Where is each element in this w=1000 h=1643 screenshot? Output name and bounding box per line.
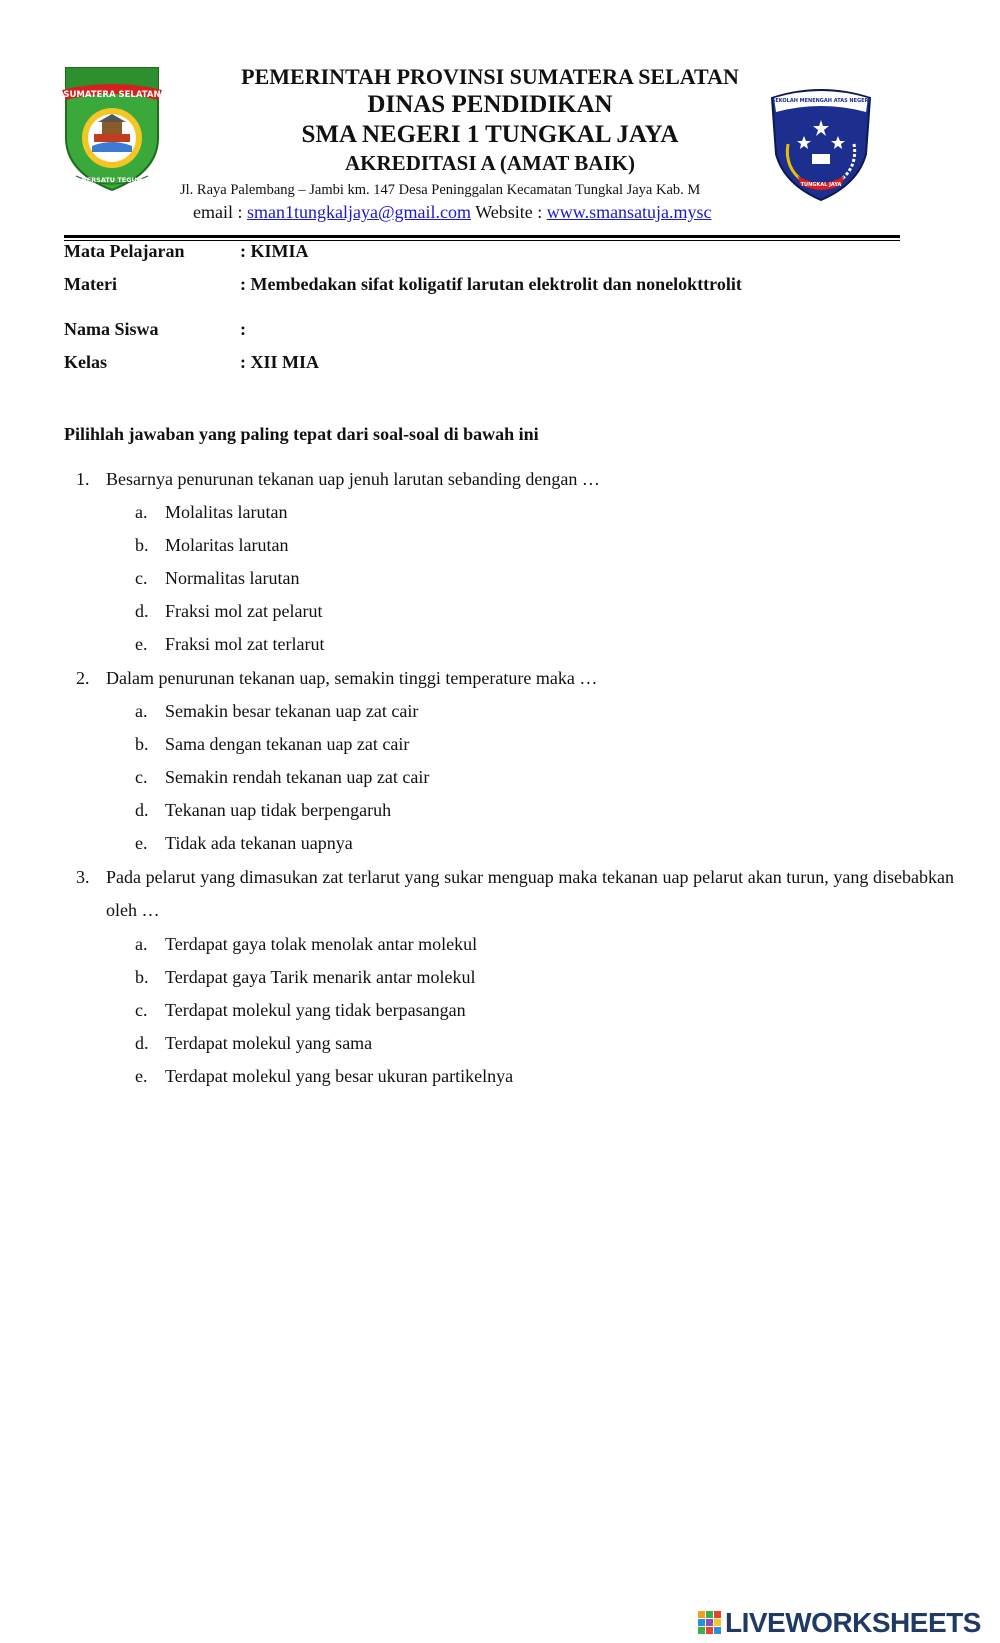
option-text: Terdapat gaya Tarik menarik antar molekul [165,967,476,987]
option-letter: e. [135,634,148,654]
option-text: Tekanan uap tidak berpengaruh [165,800,392,820]
option-text: Semakin rendah tekanan uap zat cair [165,767,430,787]
option-letter: b. [135,967,149,987]
email-link[interactable]: sman1tungkaljaya@gmail.com [246,202,472,222]
option-letter: c. [135,767,148,787]
sumatera-selatan-logo [58,60,166,194]
option-text: Terdapat molekul yang besar ukuran partikelnya [165,1066,514,1086]
header-school-name: SMA NEGERI 1 TUNGKAL JAYA [301,121,679,148]
header-government: PEMERINTAH PROVINSI SUMATERA SELATAN [241,64,739,89]
email-label: email : [193,202,247,222]
brand-name: LIVEWORKSHEETS [725,1607,981,1638]
option-letter: c. [135,1000,148,1020]
svg-text:TUNGKAL JAYA: TUNGKAL JAYA [800,182,842,188]
option-letter: b. [135,535,149,555]
label-class: Kelas [64,352,107,372]
label-topic: Materi [64,274,117,294]
header-divider-thick [64,235,900,238]
option-letter: a. [135,502,148,522]
option-text: Semakin besar tekanan uap zat cair [165,701,419,721]
option-text: Fraksi mol zat pelarut [165,601,323,621]
question-text: Pada pelarut yang dimasukan zat terlarut yang sukar menguap maka tekanan uap pelarut akan turun, yang disebabkan oleh … [106,867,954,920]
question-text: Besarnya penurunan tekanan uap jenuh larutan sebanding dengan … [106,469,600,489]
option-letter: d. [135,601,149,621]
header-department: DINAS PENDIDIKAN [367,91,613,118]
option-text: Normalitas larutan [165,568,300,588]
header-contact [193,202,755,223]
header-accreditation: AKREDITASI A (AMAT BAIK) [345,151,635,175]
instruction: Pilihlah jawaban yang paling tepat dari soal-soal di bawah ini [64,424,539,444]
question-text: Dalam penurunan tekanan uap, semakin tinggi temperature maka … [106,668,598,688]
label-subject: Mata Pelajaran [64,241,185,261]
label-student-name: Nama Siswa [64,319,159,339]
svg-text:SUMATERA SELATAN: SUMATERA SELATAN [63,90,161,100]
website-link[interactable]: www.smansatuja.mysc [546,202,712,222]
svg-text:BERSATU TEGUH: BERSATU TEGUH [81,176,143,184]
value-subject: : KIMIA [240,241,309,261]
question-number: 1. [76,469,90,489]
option-letter: a. [135,701,148,721]
question-number: 3. [76,867,90,887]
header-divider-thin [64,240,900,241]
option-letter: b. [135,734,149,754]
option-letter: d. [135,1033,149,1053]
option-letter: c. [135,568,148,588]
option-text: Tidak ada tekanan uapnya [165,833,353,853]
question-number: 2. [76,668,90,688]
option-text: Sama dengan tekanan uap zat cair [165,734,410,754]
option-text: Terdapat molekul yang tidak berpasangan [165,1000,466,1020]
option-text: Terdapat gaya tolak menolak antar molekul [165,934,478,954]
option-text: Terdapat molekul yang sama [165,1033,373,1053]
value-student-name: : [240,319,246,339]
value-class: : XII MIA [240,352,319,372]
option-letter: e. [135,1066,148,1086]
svg-text:SEKOLAH MENENGAH ATAS NEGERI: SEKOLAH MENENGAH ATAS NEGERI [771,98,871,104]
option-letter: d. [135,800,149,820]
option-text: Molaritas larutan [165,535,289,555]
option-letter: e. [135,833,148,853]
value-topic: : Membedakan sifat koligatif larutan elektrolit dan nonelokttrolit [240,274,742,294]
option-text: Molalitas larutan [165,502,288,522]
liveworksheets-brand [698,1609,981,1637]
website-label: Website : [471,202,547,222]
option-letter: a. [135,934,148,954]
header-address: Jl. Raya Palembang – Jambi km. 147 Desa Peninggalan Kecamatan Tungkal Jaya Kab. M [180,182,701,198]
option-text: Fraksi mol zat terlarut [165,634,325,654]
liveworksheets-logo-icon [698,1611,722,1635]
sma-negeri-logo [768,84,874,202]
